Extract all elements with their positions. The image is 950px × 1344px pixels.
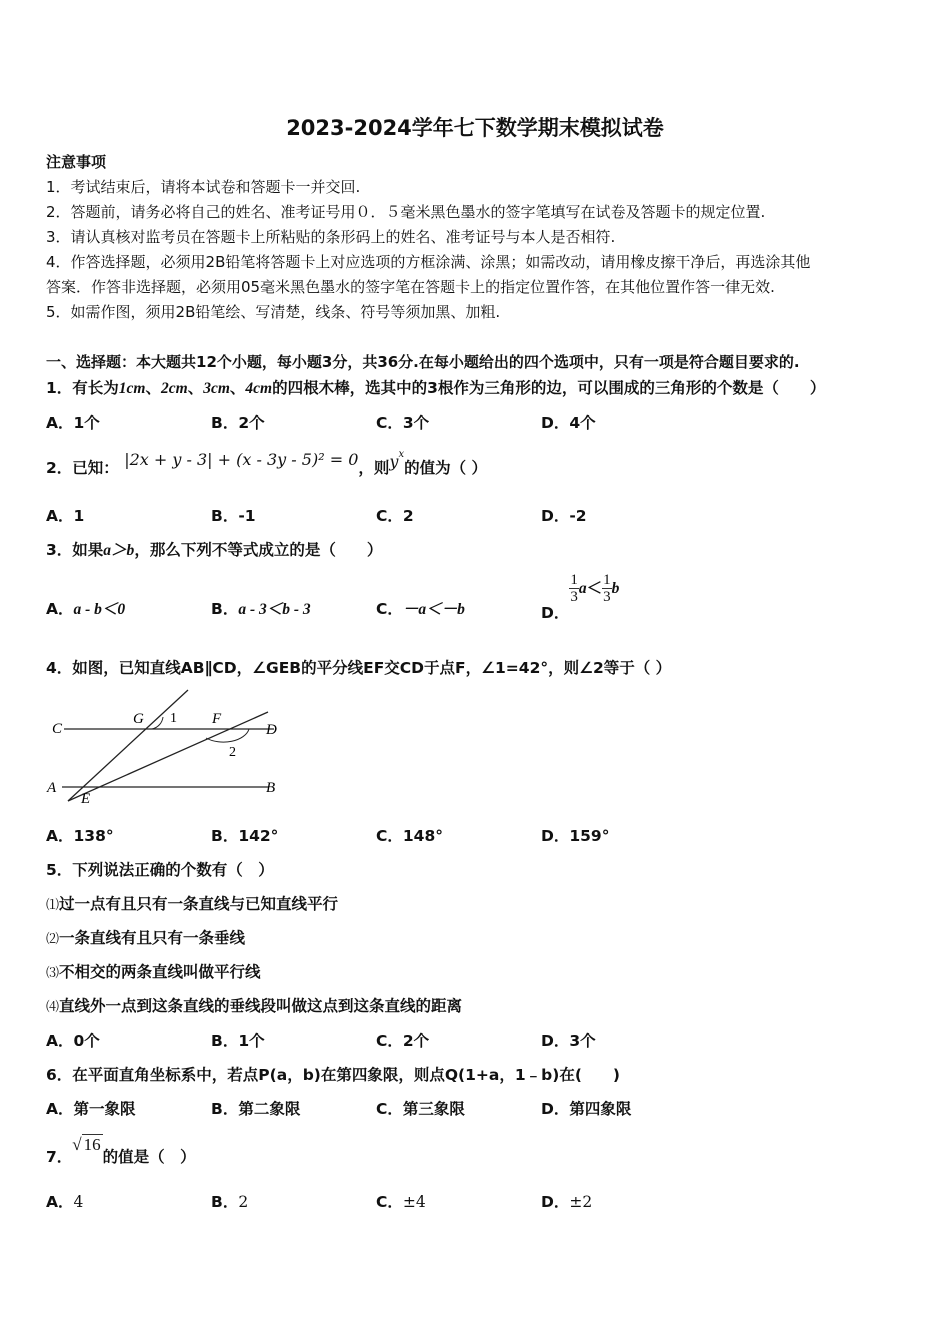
q7-option-b[interactable] (211, 1190, 248, 1212)
q6-option-c[interactable]: C．第三象限 (376, 1100, 465, 1118)
fraction-numerator: 1 (570, 572, 578, 588)
q7-suffix: 的值是（ ） (102, 1148, 196, 1166)
q1-option-d[interactable]: D．4个 (541, 414, 596, 432)
q5-statement-number: ⑴ (46, 898, 60, 913)
q1-option-b[interactable]: B．2个 (211, 414, 265, 432)
notice-item: 2．答题前，请务必将自己的姓名、准考证号用０．５毫米黑色墨水的签字笔填写在试卷及答题卡的规定位置. (46, 203, 766, 221)
q7-option-label: B． (211, 1193, 239, 1211)
q5-option-a[interactable]: A．0个 (46, 1032, 100, 1050)
q1-text: 、 (229, 379, 246, 397)
q5-statement-number: ⑶ (46, 966, 60, 981)
q5-statement (46, 994, 462, 1016)
q5-statement-number: ⑷ (46, 1000, 60, 1015)
sqrt-icon: √ (72, 1135, 82, 1154)
notice-item: 答案．作答非选择题，必须用05毫米黑色墨水的签字笔在答题卡上的指定位置作答，在其他位置作答一律无效. (46, 278, 775, 296)
q1-length: 1cm (118, 380, 146, 397)
notice-item: 5．如需作图，须用2B铅笔绘、写清楚，线条、符号等须加黑、加粗. (46, 303, 501, 321)
q4-option-d[interactable]: D．159° (541, 827, 610, 845)
q3-option-d[interactable] (541, 572, 620, 622)
sqrt-expression (72, 1134, 102, 1154)
question-4: 4．如图，已知直线AB∥CD，∠GEB的平分线EF交CD于点F，∠1=42°，则∠2等于（ ） (46, 659, 672, 677)
fraction-numerator: 1 (603, 572, 611, 588)
q5-statement (46, 960, 261, 982)
fraction (569, 572, 579, 605)
q5-statement-text: 一条直线有且只有一条垂线 (59, 929, 246, 947)
fraction-denominator: 3 (570, 589, 578, 605)
question-2 (46, 448, 487, 478)
q2-expr-base: y (389, 452, 399, 471)
q3-var: a (578, 580, 587, 597)
q4-option-b[interactable]: B．142° (211, 827, 279, 845)
q1-text: 、 (187, 379, 204, 397)
label-b: B (266, 780, 276, 796)
q5-statement-text: 不相交的两条直线叫做平行线 (59, 963, 261, 981)
geometry-figure (44, 686, 294, 806)
q5-statement (46, 892, 338, 914)
q6-option-d[interactable]: D．第四象限 (541, 1100, 632, 1118)
notice-item: 1．考试结束后，请将本试卷和答题卡一并交回. (46, 178, 361, 196)
q1-option-a[interactable]: A．1个 (46, 414, 100, 432)
question-6: 6．在平面直角坐标系中，若点P(a，b)在第四象限，则点Q(1+a，1﹣b)在( ) (46, 1066, 620, 1084)
label-c: C (52, 721, 63, 737)
q5-statement-number: ⑵ (46, 932, 60, 947)
q1-option-c[interactable]: C．3个 (376, 414, 430, 432)
q2-equation: |2x + y - 3| + (x - 3y - 5)² = 0 (124, 450, 359, 469)
q2-option-d[interactable]: D．-2 (541, 507, 587, 525)
notice-item: 4．作答选择题，必须用2B铅笔将答题卡上对应选项的方框涂满、涂黑；如需改动，请用橡皮擦干净后，再选涂其他 (46, 253, 811, 271)
q3-option-expr: －a＜－b (402, 601, 465, 618)
q7-prefix: 7． (46, 1148, 73, 1166)
q7-option-value: 2 (238, 1193, 249, 1211)
sqrt-radicand: 16 (83, 1135, 101, 1154)
q6-option-b[interactable]: B．第二象限 (211, 1100, 301, 1118)
q1-length: 2cm (161, 380, 188, 397)
q3-option-label: B． (211, 600, 239, 618)
question-1 (46, 376, 825, 398)
angle-2-arc (206, 729, 249, 742)
q3-option-label: C． (376, 600, 403, 618)
q5-statement-text: 过一点有且只有一条直线与已知直线平行 (59, 895, 339, 913)
q2-prefix: 2．已知： (46, 459, 119, 477)
q7-option-value: ±4 (402, 1193, 426, 1211)
q7-option-a[interactable] (46, 1190, 83, 1212)
notice-heading: 注意事项 (46, 153, 107, 171)
q4-option-c[interactable]: C．148° (376, 827, 443, 845)
q3-option-label: A． (46, 600, 74, 618)
q7-option-value: ±2 (569, 1193, 593, 1211)
q2-option-c[interactable]: C．2 (376, 507, 414, 525)
label-angle-1: 1 (170, 711, 177, 726)
line-ef (68, 712, 268, 801)
q5-option-d[interactable]: D．3个 (541, 1032, 596, 1050)
q5-option-b[interactable]: B．1个 (211, 1032, 265, 1050)
q5-statement-text: 直线外一点到这条直线的垂线段叫做这点到这条直线的距离 (59, 997, 463, 1015)
q3-option-a[interactable] (46, 597, 125, 619)
q3-text: ，那么下列不等式成立的是（ ） (134, 541, 383, 559)
q1-text: 1．有长为 (46, 379, 119, 397)
q3-option-expr: a - 3＜b - 3 (238, 601, 311, 618)
q3-var: b (611, 580, 620, 597)
label-a: A (47, 780, 57, 796)
question-3 (46, 538, 382, 560)
line-ge (68, 690, 188, 801)
q4-option-a[interactable]: A．138° (46, 827, 114, 845)
q7-option-d[interactable] (541, 1190, 592, 1212)
fraction (602, 572, 612, 605)
label-e: E (81, 791, 91, 806)
notice-item: 3．请认真核对监考员在答题卡上所粘贴的条形码上的姓名、准考证号与本人是否相符. (46, 228, 616, 246)
q2-suffix: 的值为（ ） (404, 459, 487, 477)
q2-option-b[interactable]: B．-1 (211, 507, 256, 525)
q7-option-c[interactable] (376, 1190, 426, 1212)
question-7 (46, 1133, 196, 1166)
fraction-denominator: 3 (603, 589, 611, 605)
q3-text: 3．如果 (46, 541, 104, 559)
question-5: 5．下列说法正确的个数有（ ） (46, 861, 274, 879)
q3-option-expr: a - b＜0 (73, 601, 126, 618)
q2-expr-exp: x (398, 448, 405, 460)
page-title: 2023-2024学年七下数学期末模拟试卷 (286, 116, 664, 140)
q7-option-value: 4 (73, 1193, 84, 1211)
label-d: D (266, 722, 277, 738)
q6-option-a[interactable]: A．第一象限 (46, 1100, 136, 1118)
q3-option-c[interactable] (376, 597, 465, 619)
q7-option-label: C． (376, 1193, 403, 1211)
q5-option-c[interactable]: C．2个 (376, 1032, 430, 1050)
q3-relation: ＜ (586, 579, 603, 597)
label-angle-2: 2 (229, 745, 236, 760)
q1-length: 3cm (203, 380, 230, 397)
q7-option-label: A． (46, 1193, 74, 1211)
label-f: F (212, 711, 222, 727)
section-heading: 一、选择题：本大题共12个小题，每小题3分，共36分.在每小题给出的四个选项中，只有一项是符合题目要求的. (46, 353, 800, 371)
q1-text: 的四根木棒，选其中的3根作为三角形的边，可以围成的三角形的个数是（ ） (272, 379, 826, 397)
q1-length: 4cm (245, 380, 273, 397)
q5-statement (46, 926, 245, 948)
q7-option-label: D． (541, 1193, 570, 1211)
q1-text: 、 (145, 379, 161, 397)
q2-option-a[interactable]: A．1 (46, 507, 85, 525)
label-g: G (133, 711, 144, 727)
q3-option-label: D． (541, 604, 570, 622)
q2-mid: ，则 (358, 459, 390, 477)
q3-condition: a＞b (103, 542, 135, 559)
q3-option-b[interactable] (211, 597, 311, 619)
